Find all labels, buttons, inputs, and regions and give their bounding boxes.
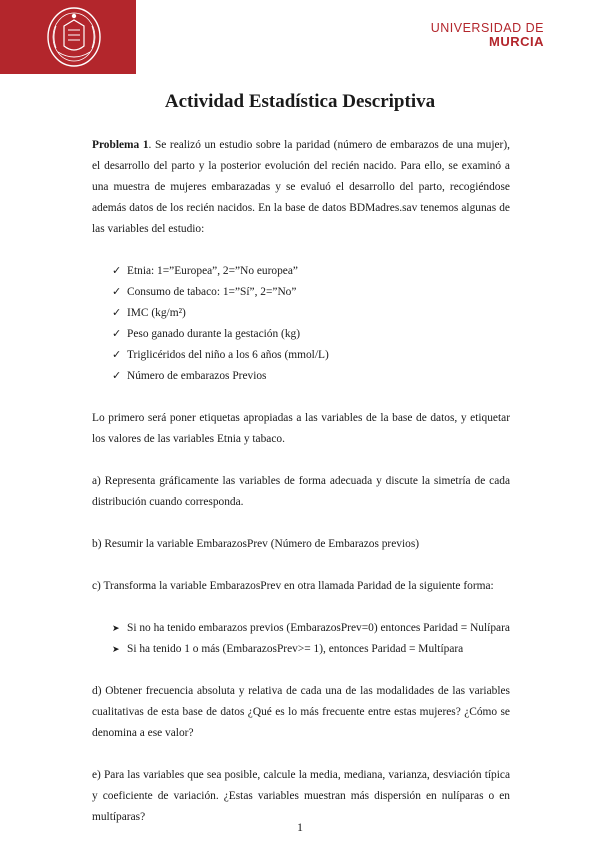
problem-label: Problema 1 <box>92 139 149 151</box>
list-item <box>92 324 510 345</box>
document-title: Actividad Estadística Descriptiva <box>164 91 436 112</box>
list-item <box>92 618 510 639</box>
checkmark-icon: ✓ <box>112 349 122 361</box>
university-city: MURCIA <box>489 34 544 50</box>
university-name: UNIVERSIDAD DE <box>430 21 544 35</box>
labels-paragraph: Lo primero será poner etiquetas apropiadas a las variables de la base de datos, y etiquetar los valores de las variables Etnia y tabaco. <box>92 412 510 445</box>
problem-intro-text: . Se realizó un estudio sobre la paridad (número de embarazos de una mujer), el desarrollo del parto y la posterior evolución del recién nacido. Para ello, se examinó a una muestra de mujeres embarazadas y se evaluó el desarrollo del parto, recogiéndose además datos de los recién nacidos. En la base de datos BDMadres.sav tenemos algunas de las variables del estudio: <box>92 139 510 235</box>
question-b: b) Resumir la variable EmbarazosPrev (Número de Embarazos previos) <box>92 538 420 550</box>
variable-label: Número de embarazos Previos <box>127 370 267 382</box>
question-d: d) Obtener frecuencia absoluta y relativa de cada una de las modalidades de las variables cualitativas de esta base de datos ¿Qué es lo más frecuente entre estas mujeres? ¿Cómo se denomina a ese valor? <box>92 685 510 739</box>
checkmark-icon: ✓ <box>112 307 122 319</box>
list-item <box>92 261 510 282</box>
university-logo <box>431 22 544 49</box>
list-item <box>92 639 510 660</box>
document-body <box>92 135 510 828</box>
page-header <box>0 0 600 74</box>
checkmark-icon: ✓ <box>112 328 122 340</box>
transform-rules-list <box>92 618 510 660</box>
variable-label: Consumo de tabaco: 1=”Sí”, 2=”No” <box>127 286 297 298</box>
checkmark-icon: ✓ <box>112 286 122 298</box>
list-item <box>92 366 510 387</box>
variable-label: Etnia: 1=”Europea”, 2=”No europea” <box>127 265 298 277</box>
arrow-bullet-icon: ➤ <box>112 644 120 654</box>
page-number: 1 <box>297 820 303 834</box>
rule-text: Si no ha tenido embarazos previos (EmbarazosPrev=0) entonces Paridad = Nulípara <box>127 622 510 634</box>
variables-list <box>92 261 510 387</box>
question-e: e) Para las variables que sea posible, calcule la media, mediana, varianza, desviación típica y coeficiente de variación. ¿Estas variables muestran más dispersión en nulíparas o en multíparas? <box>92 769 510 823</box>
list-item <box>92 345 510 366</box>
variable-label: Peso ganado durante la gestación (kg) <box>127 328 301 340</box>
arrow-bullet-icon: ➤ <box>112 623 120 633</box>
seal-background <box>0 0 136 74</box>
question-a: a) Representa gráficamente las variables de forma adecuada y discute la simetría de cada distribución cuando corresponda. <box>92 475 510 508</box>
variable-label: IMC (kg/m²) <box>127 307 186 319</box>
checkmark-icon: ✓ <box>112 370 122 382</box>
list-item <box>92 282 510 303</box>
question-c: c) Transforma la variable EmbarazosPrev en otra llamada Paridad de la siguiente forma: <box>92 580 494 592</box>
rule-text: Si ha tenido 1 o más (EmbarazosPrev>= 1), entonces Paridad = Multípara <box>127 643 464 655</box>
checkmark-icon: ✓ <box>112 265 122 277</box>
variable-label: Triglicéridos del niño a los 6 años (mmol/L) <box>127 349 329 361</box>
university-seal-icon <box>46 6 102 68</box>
problem-intro <box>92 135 510 240</box>
list-item <box>92 303 510 324</box>
